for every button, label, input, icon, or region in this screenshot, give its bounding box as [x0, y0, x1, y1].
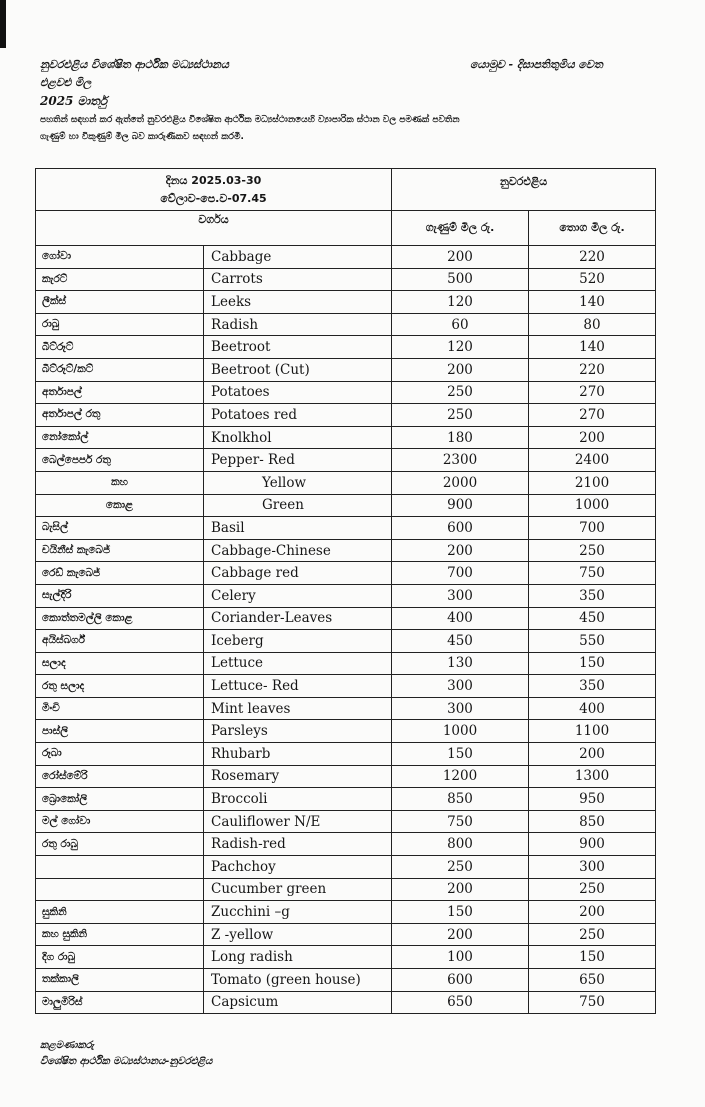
sinhala-name-cell	[36, 878, 204, 901]
table-row	[36, 246, 656, 269]
sinhala-name-cell: බීට්රූට්/කට්	[36, 358, 204, 381]
sinhala-name-cell: කහ	[36, 471, 204, 494]
sell-price-cell: 450	[529, 607, 656, 630]
sell-price-cell: 950	[529, 788, 656, 811]
english-name-cell: Pepper- Red	[204, 449, 392, 472]
sinhala-name-cell: චයිනීස් කැබෙජ්	[36, 539, 204, 562]
table-row	[36, 291, 656, 314]
recipient-line: යොමුව - දිසාපතිතුමිය වෙත	[470, 58, 603, 71]
english-name-cell: Broccoli	[204, 788, 392, 811]
price-table-body	[36, 246, 656, 1014]
sell-price-cell: 140	[529, 336, 656, 359]
buy-price-cell: 600	[392, 969, 529, 992]
table-row	[36, 584, 656, 607]
sinhala-name-cell: මාලුමිරිස්	[36, 991, 204, 1014]
date-label: දිනය 2025.03-30	[165, 173, 262, 187]
sell-price-cell: 200	[529, 901, 656, 924]
sinhala-name-cell: රෝස්මේරි	[36, 765, 204, 788]
buy-price-cell: 60	[392, 313, 529, 336]
document-month: 2025 මාර්තු	[40, 94, 108, 108]
english-name-cell: Basil	[204, 517, 392, 540]
buy-price-cell: 200	[392, 358, 529, 381]
english-name-cell: Long radish	[204, 946, 392, 969]
english-name-cell: Potatoes red	[204, 404, 392, 427]
english-name-cell: Tomato (green house)	[204, 969, 392, 992]
sinhala-name-cell: කැරට්	[36, 268, 204, 291]
english-name-cell: Radish-red	[204, 833, 392, 856]
sell-price-cell: 200	[529, 426, 656, 449]
sinhala-name-cell: මල් ගෝවා	[36, 810, 204, 833]
english-name-cell: Yellow	[204, 471, 392, 494]
buy-price-cell: 2300	[392, 449, 529, 472]
sinhala-name-cell: දිග රාබු	[36, 946, 204, 969]
buy-price-cell: 300	[392, 697, 529, 720]
table-row	[36, 381, 656, 404]
table-row	[36, 494, 656, 517]
sinhala-name-cell: රූබා	[36, 743, 204, 766]
sinhala-name-cell: කොත්තමල්ලි කොළ	[36, 607, 204, 630]
buy-price-cell: 200	[392, 246, 529, 269]
sinhala-name-cell: නෝකෝල්	[36, 426, 204, 449]
table-row	[36, 856, 656, 879]
sell-price-cell: 520	[529, 268, 656, 291]
sell-price-cell: 350	[529, 675, 656, 698]
table-row	[36, 358, 656, 381]
sell-price-cell: 270	[529, 381, 656, 404]
date-time-header	[36, 169, 392, 211]
sinhala-name-cell: බැසිල්	[36, 517, 204, 540]
buy-price-cell: 120	[392, 336, 529, 359]
english-name-cell: Celery	[204, 584, 392, 607]
sinhala-name-cell	[36, 856, 204, 879]
sell-price-cell: 200	[529, 743, 656, 766]
buy-price-cell: 250	[392, 856, 529, 879]
sinhala-name-cell: පාස්ලි	[36, 720, 204, 743]
table-row	[36, 788, 656, 811]
english-name-cell: Lettuce	[204, 652, 392, 675]
buy-price-cell: 180	[392, 426, 529, 449]
page-edge-mark	[0, 0, 6, 48]
buy-price-cell: 100	[392, 946, 529, 969]
sell-price-cell: 220	[529, 246, 656, 269]
sell-price-cell: 1300	[529, 765, 656, 788]
english-name-cell: Cabbage	[204, 246, 392, 269]
note-line-1: පහතින් සඳහන් කර ඇත්තේ නුවරඑළිය විශේෂිත ආර්ථික මධ්‍යස්ථානයෙහි ව්‍යාපාරික ස්ථාන වල පමණක් පවතින	[40, 115, 460, 125]
table-row	[36, 449, 656, 472]
document-title: එළවළු මිල	[40, 76, 92, 89]
table-row	[36, 426, 656, 449]
sinhala-name-cell: කොළ	[36, 494, 204, 517]
english-name-cell: Beetroot	[204, 336, 392, 359]
sell-price-cell: 400	[529, 697, 656, 720]
sell-price-cell: 650	[529, 969, 656, 992]
sinhala-name-cell: අර්තාපල් රතු	[36, 404, 204, 427]
sinhala-name-cell: කහ සුකිනි	[36, 923, 204, 946]
sell-price-cell: 1000	[529, 494, 656, 517]
table-row	[36, 969, 656, 992]
english-name-cell: Cabbage red	[204, 562, 392, 585]
sell-price-cell: 140	[529, 291, 656, 314]
sell-price-cell: 1100	[529, 720, 656, 743]
sell-price-cell: 150	[529, 652, 656, 675]
table-row	[36, 630, 656, 653]
sell-price-cell: 250	[529, 923, 656, 946]
buy-price-cell: 800	[392, 833, 529, 856]
table-row	[36, 901, 656, 924]
buy-price-cell: 200	[392, 923, 529, 946]
table-row	[36, 810, 656, 833]
price-table	[35, 168, 656, 1014]
sinhala-name-cell: තක්කාලි	[36, 969, 204, 992]
buy-price-cell: 450	[392, 630, 529, 653]
english-name-cell: Zucchini –g	[204, 901, 392, 924]
sinhala-name-cell: සුකිනි	[36, 901, 204, 924]
table-row	[36, 946, 656, 969]
english-name-cell: Knolkhol	[204, 426, 392, 449]
sinhala-name-cell: මිංචි	[36, 697, 204, 720]
buy-price-cell: 400	[392, 607, 529, 630]
buy-price-cell: 1200	[392, 765, 529, 788]
table-row	[36, 652, 656, 675]
english-name-cell: Potatoes	[204, 381, 392, 404]
sell-price-cell: 250	[529, 878, 656, 901]
item-type-header: වර්ගය	[36, 211, 392, 246]
buy-price-header: ගැණුම් මිල රු.	[392, 211, 529, 246]
english-name-cell: Carrots	[204, 268, 392, 291]
location-header: නුවරඑළිය	[392, 169, 656, 211]
table-row	[36, 923, 656, 946]
english-name-cell: Beetroot (Cut)	[204, 358, 392, 381]
english-name-cell: Iceberg	[204, 630, 392, 653]
sell-price-cell: 250	[529, 539, 656, 562]
table-row	[36, 471, 656, 494]
time-label: වේලාව-පෙ.ව-07.45	[160, 191, 267, 205]
organization-name: නුවරඑළිය විශේෂිත ආර්ථික මධ්‍යස්ථානය	[40, 58, 229, 71]
table-row	[36, 607, 656, 630]
sell-price-cell: 2100	[529, 471, 656, 494]
buy-price-cell: 300	[392, 675, 529, 698]
sell-price-header: තොග මිල රු.	[529, 211, 656, 246]
table-row	[36, 697, 656, 720]
english-name-cell: Rhubarb	[204, 743, 392, 766]
buy-price-cell: 130	[392, 652, 529, 675]
sell-price-cell: 2400	[529, 449, 656, 472]
buy-price-cell: 2000	[392, 471, 529, 494]
sinhala-name-cell: අයිස්බර්ග්	[36, 630, 204, 653]
sinhala-name-cell: සලාද	[36, 652, 204, 675]
english-name-cell: Pachchoy	[204, 856, 392, 879]
table-row	[36, 539, 656, 562]
sinhala-name-cell: සැල්දිරි	[36, 584, 204, 607]
buy-price-cell: 850	[392, 788, 529, 811]
sell-price-cell: 900	[529, 833, 656, 856]
table-row	[36, 991, 656, 1014]
sell-price-cell: 270	[529, 404, 656, 427]
english-name-cell: Green	[204, 494, 392, 517]
table-row	[36, 765, 656, 788]
buy-price-cell: 500	[392, 268, 529, 291]
table-row	[36, 268, 656, 291]
sinhala-name-cell: අර්තාපල්	[36, 381, 204, 404]
signature-org: විශේෂිත ආර්ථික මධ්‍යස්ථානය-නුවරඑළිය	[40, 1056, 213, 1067]
buy-price-cell: 900	[392, 494, 529, 517]
english-name-cell: Lettuce- Red	[204, 675, 392, 698]
note-line-2: ගැණුම් හා විකුණුම් මිල බව කාරුණිකව සඳහන් කරමි.	[40, 132, 244, 142]
english-name-cell: Cauliflower N/E	[204, 810, 392, 833]
buy-price-cell: 200	[392, 539, 529, 562]
buy-price-cell: 250	[392, 381, 529, 404]
table-row	[36, 313, 656, 336]
english-name-cell: Cabbage-Chinese	[204, 539, 392, 562]
buy-price-cell: 600	[392, 517, 529, 540]
table-row	[36, 743, 656, 766]
english-name-cell: Coriander-Leaves	[204, 607, 392, 630]
table-row	[36, 720, 656, 743]
sinhala-name-cell: බෙල්පෙපර් රතු	[36, 449, 204, 472]
english-name-cell: Radish	[204, 313, 392, 336]
english-name-cell: Parsleys	[204, 720, 392, 743]
sell-price-cell: 850	[529, 810, 656, 833]
buy-price-cell: 250	[392, 404, 529, 427]
buy-price-cell: 200	[392, 878, 529, 901]
buy-price-cell: 750	[392, 810, 529, 833]
table-row	[36, 336, 656, 359]
sinhala-name-cell: රාබු	[36, 313, 204, 336]
sinhala-name-cell: රෙඩ් කැබෙජ්	[36, 562, 204, 585]
sinhala-name-cell: බ්‍රොකෝලි	[36, 788, 204, 811]
sinhala-name-cell: බීට්රූට්	[36, 336, 204, 359]
english-name-cell: Leeks	[204, 291, 392, 314]
buy-price-cell: 150	[392, 743, 529, 766]
table-row	[36, 878, 656, 901]
english-name-cell: Capsicum	[204, 991, 392, 1014]
buy-price-cell: 300	[392, 584, 529, 607]
table-row	[36, 833, 656, 856]
sinhala-name-cell: ගෝවා	[36, 246, 204, 269]
sell-price-cell: 550	[529, 630, 656, 653]
table-row	[36, 404, 656, 427]
buy-price-cell: 700	[392, 562, 529, 585]
english-name-cell: Cucumber green	[204, 878, 392, 901]
sell-price-cell: 80	[529, 313, 656, 336]
sinhala-name-cell: රතු රාබු	[36, 833, 204, 856]
buy-price-cell: 120	[392, 291, 529, 314]
sell-price-cell: 150	[529, 946, 656, 969]
buy-price-cell: 150	[392, 901, 529, 924]
table-row	[36, 517, 656, 540]
sell-price-cell: 300	[529, 856, 656, 879]
table-row	[36, 675, 656, 698]
buy-price-cell: 650	[392, 991, 529, 1014]
signature-title: කළමණාකරු	[40, 1040, 94, 1051]
english-name-cell: Rosemary	[204, 765, 392, 788]
sell-price-cell: 220	[529, 358, 656, 381]
sell-price-cell: 750	[529, 991, 656, 1014]
sell-price-cell: 700	[529, 517, 656, 540]
english-name-cell: Z -yellow	[204, 923, 392, 946]
sell-price-cell: 350	[529, 584, 656, 607]
sinhala-name-cell: ලීක්ස්	[36, 291, 204, 314]
english-name-cell: Mint leaves	[204, 697, 392, 720]
sinhala-name-cell: රතු සලාද	[36, 675, 204, 698]
buy-price-cell: 1000	[392, 720, 529, 743]
sell-price-cell: 750	[529, 562, 656, 585]
table-row	[36, 562, 656, 585]
